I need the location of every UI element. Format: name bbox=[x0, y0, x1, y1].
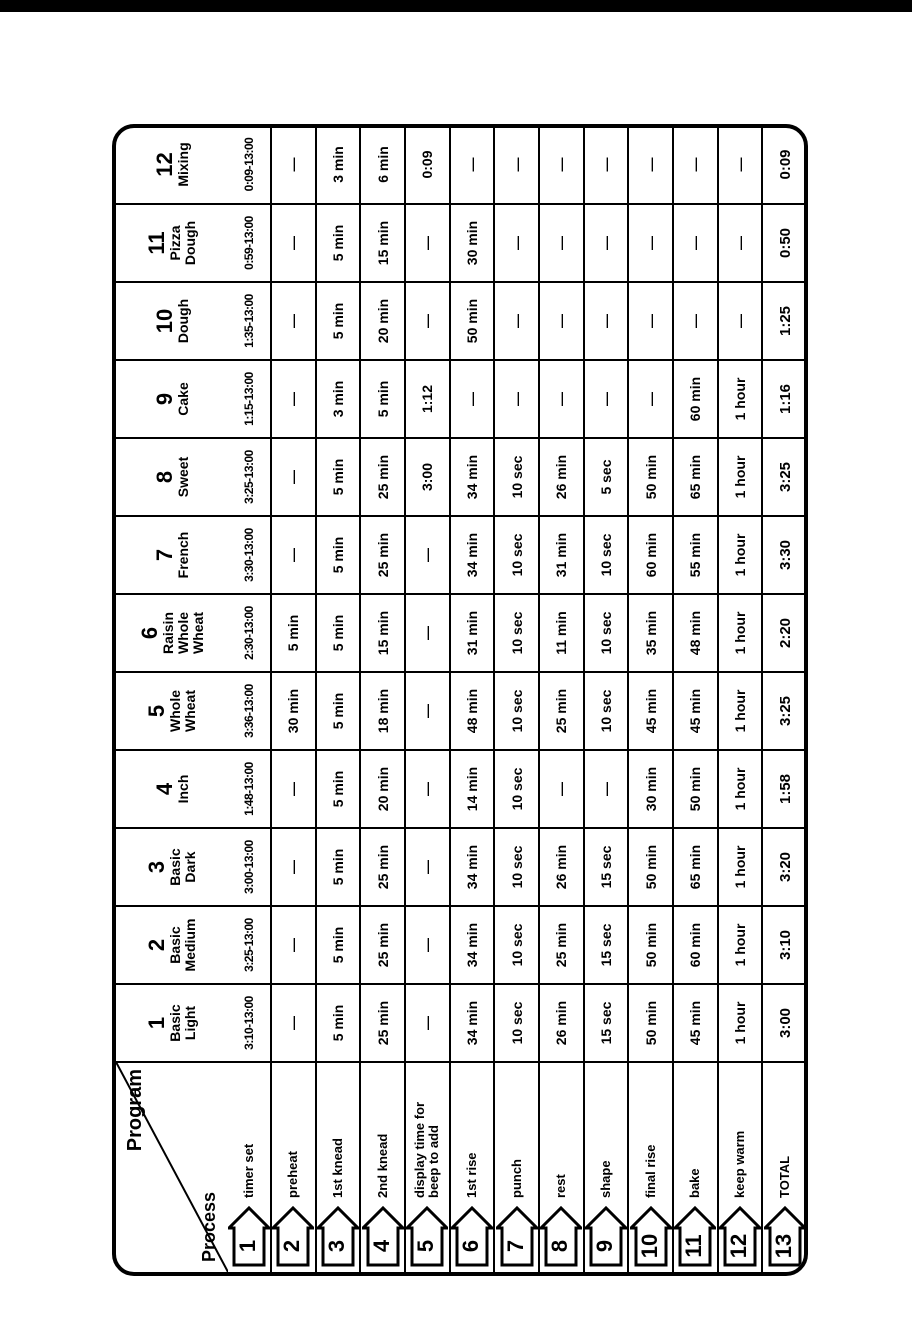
value-cell: 34 min bbox=[450, 906, 495, 984]
value-cell: 1:35-13:00 bbox=[228, 282, 271, 360]
step-arrow-icon bbox=[451, 1206, 493, 1268]
value-cell: 1 hour bbox=[718, 360, 763, 438]
value-cell: 1:16 bbox=[762, 360, 807, 438]
process-step-cell bbox=[360, 1062, 405, 1272]
value-cell: 15 sec bbox=[584, 906, 629, 984]
value-cell: — bbox=[271, 204, 316, 282]
value-cell: 34 min bbox=[450, 438, 495, 516]
value-cell: 34 min bbox=[450, 984, 495, 1062]
value-cell: 50 min bbox=[628, 828, 673, 906]
value-cell: 3 min bbox=[316, 126, 361, 204]
value-cell: 14 min bbox=[450, 750, 495, 828]
program-number: 7 bbox=[151, 548, 177, 562]
value-cell: 30 min bbox=[271, 672, 316, 750]
process-row bbox=[271, 126, 316, 1272]
step-number: 10 bbox=[636, 1233, 662, 1259]
value-cell: 5 min bbox=[316, 516, 361, 594]
program-name: Raisin Whole Wheat bbox=[159, 612, 206, 655]
value-cell: — bbox=[539, 360, 584, 438]
value-cell: — bbox=[450, 126, 495, 204]
value-cell: 3:36-13:00 bbox=[228, 672, 271, 750]
program-name: French bbox=[174, 531, 191, 579]
step-arrow-icon bbox=[674, 1206, 716, 1268]
value-cell: — bbox=[673, 126, 718, 204]
step-arrow-icon bbox=[317, 1206, 359, 1268]
value-cell: 1 hour bbox=[718, 594, 763, 672]
value-cell: 35 min bbox=[628, 594, 673, 672]
value-cell: 5 min bbox=[316, 204, 361, 282]
program-name: Whole Wheat bbox=[167, 690, 198, 732]
value-cell: 45 min bbox=[673, 672, 718, 750]
value-cell: 45 min bbox=[673, 984, 718, 1062]
value-cell: 3:10 bbox=[762, 906, 807, 984]
value-cell: 1 hour bbox=[718, 750, 763, 828]
value-cell: 1:48-13:00 bbox=[228, 750, 271, 828]
value-cell: 0:09 bbox=[762, 126, 807, 204]
value-cell: 3:25-13:00 bbox=[228, 438, 271, 516]
value-cell: — bbox=[718, 282, 763, 360]
value-cell: — bbox=[271, 282, 316, 360]
process-row bbox=[494, 126, 539, 1272]
value-cell: — bbox=[405, 672, 450, 750]
value-cell: 5 min bbox=[316, 750, 361, 828]
process-name: 2nd knead bbox=[374, 1133, 390, 1198]
value-cell: — bbox=[494, 282, 539, 360]
value-cell: 3:10-13:00 bbox=[228, 984, 271, 1062]
value-cell: 10 sec bbox=[494, 594, 539, 672]
value-cell: 3:00 bbox=[762, 984, 807, 1062]
value-cell: 25 min bbox=[360, 906, 405, 984]
value-cell: 3:25 bbox=[762, 672, 807, 750]
value-cell: — bbox=[405, 984, 450, 1062]
value-cell: — bbox=[450, 360, 495, 438]
value-cell: 25 min bbox=[539, 672, 584, 750]
process-row bbox=[316, 126, 361, 1272]
value-cell: — bbox=[584, 360, 629, 438]
value-cell: 15 sec bbox=[584, 828, 629, 906]
program-chart-table bbox=[116, 126, 807, 1272]
process-step-cell bbox=[762, 1062, 807, 1272]
value-cell: 5 min bbox=[271, 594, 316, 672]
process-step-cell bbox=[405, 1062, 450, 1272]
value-cell: 34 min bbox=[450, 516, 495, 594]
value-cell: 5 min bbox=[316, 828, 361, 906]
step-arrow-icon bbox=[272, 1206, 314, 1268]
process-name: display time for beep to add bbox=[412, 1101, 442, 1198]
value-cell: 26 min bbox=[539, 984, 584, 1062]
process-row bbox=[360, 126, 405, 1272]
step-number: 2 bbox=[279, 1239, 305, 1253]
value-cell: 10 sec bbox=[494, 984, 539, 1062]
value-cell: 2:20 bbox=[762, 594, 807, 672]
value-cell: 0:09 bbox=[405, 126, 450, 204]
value-cell: — bbox=[494, 360, 539, 438]
value-cell: 25 min bbox=[539, 906, 584, 984]
process-name: shape bbox=[597, 1160, 613, 1198]
value-cell: 1 hour bbox=[718, 438, 763, 516]
program-header-3 bbox=[116, 828, 228, 906]
value-cell: 15 sec bbox=[584, 984, 629, 1062]
value-cell: 31 min bbox=[450, 594, 495, 672]
program-header-7 bbox=[116, 516, 228, 594]
value-cell: 5 min bbox=[360, 360, 405, 438]
value-cell: 1 hour bbox=[718, 516, 763, 594]
program-name: Inch bbox=[174, 774, 191, 804]
value-cell: 3:30 bbox=[762, 516, 807, 594]
value-cell: — bbox=[718, 204, 763, 282]
value-cell: 1 hour bbox=[718, 672, 763, 750]
step-arrow-icon bbox=[228, 1206, 270, 1268]
step-arrow-icon bbox=[585, 1206, 627, 1268]
value-cell: 1 hour bbox=[718, 906, 763, 984]
program-number: 2 bbox=[144, 938, 169, 952]
value-cell: 10 sec bbox=[584, 672, 629, 750]
program-header-8 bbox=[116, 438, 228, 516]
value-cell: 26 min bbox=[539, 438, 584, 516]
process-step-cell bbox=[584, 1062, 629, 1272]
value-cell: — bbox=[271, 984, 316, 1062]
value-cell: 10 sec bbox=[494, 906, 539, 984]
value-cell: 3 min bbox=[316, 360, 361, 438]
program-number: 6 bbox=[136, 626, 162, 640]
value-cell: 25 min bbox=[360, 828, 405, 906]
value-cell: — bbox=[673, 204, 718, 282]
program-number: 3 bbox=[144, 860, 169, 874]
value-cell: — bbox=[271, 438, 316, 516]
step-number: 4 bbox=[368, 1239, 394, 1253]
step-number: 9 bbox=[591, 1239, 617, 1253]
value-cell: — bbox=[673, 282, 718, 360]
program-number: 12 bbox=[151, 152, 177, 177]
value-cell: 65 min bbox=[673, 828, 718, 906]
value-cell: — bbox=[628, 282, 673, 360]
step-arrow-icon bbox=[630, 1206, 672, 1268]
value-cell: 50 min bbox=[628, 906, 673, 984]
program-header-4 bbox=[116, 750, 228, 828]
process-row bbox=[762, 126, 807, 1272]
program-header-row bbox=[116, 126, 228, 1272]
value-cell: 1 hour bbox=[718, 984, 763, 1062]
value-cell: 50 min bbox=[450, 282, 495, 360]
value-cell: — bbox=[539, 750, 584, 828]
process-label: Process bbox=[199, 1191, 219, 1262]
value-cell: — bbox=[271, 828, 316, 906]
step-arrow-icon bbox=[540, 1206, 582, 1268]
value-cell: 25 min bbox=[360, 516, 405, 594]
program-name: Basic Light bbox=[167, 1004, 198, 1042]
value-cell: 10 sec bbox=[494, 438, 539, 516]
value-cell: — bbox=[494, 126, 539, 204]
value-cell: 31 min bbox=[539, 516, 584, 594]
value-cell: 0:50 bbox=[762, 204, 807, 282]
process-name: keep warm bbox=[731, 1130, 747, 1198]
program-number: 8 bbox=[151, 470, 177, 484]
program-header-11 bbox=[116, 204, 228, 282]
value-cell: 5 min bbox=[316, 984, 361, 1062]
process-row bbox=[228, 126, 271, 1272]
value-cell: 5 min bbox=[316, 672, 361, 750]
value-cell: 15 min bbox=[360, 204, 405, 282]
value-cell: — bbox=[539, 282, 584, 360]
program-header-5 bbox=[116, 672, 228, 750]
value-cell: — bbox=[271, 360, 316, 438]
process-name: preheat bbox=[285, 1151, 301, 1198]
value-cell: 5 min bbox=[316, 438, 361, 516]
value-cell: 50 min bbox=[628, 984, 673, 1062]
value-cell: 1:12 bbox=[405, 360, 450, 438]
value-cell: — bbox=[539, 126, 584, 204]
value-cell: — bbox=[405, 594, 450, 672]
value-cell: 50 min bbox=[673, 750, 718, 828]
process-row bbox=[584, 126, 629, 1272]
value-cell: 3:25 bbox=[762, 438, 807, 516]
process-name: TOTAL bbox=[777, 1155, 793, 1198]
process-row bbox=[405, 126, 450, 1272]
value-cell: 3:00 bbox=[405, 438, 450, 516]
value-cell: — bbox=[271, 906, 316, 984]
value-cell: 0:59-13:00 bbox=[228, 204, 271, 282]
step-number: 7 bbox=[502, 1239, 528, 1253]
value-cell: 26 min bbox=[539, 828, 584, 906]
value-cell: — bbox=[405, 906, 450, 984]
value-cell: 0:09-13:00 bbox=[228, 126, 271, 204]
step-number: 12 bbox=[725, 1233, 751, 1259]
process-name: final rise bbox=[642, 1144, 658, 1198]
value-cell: — bbox=[584, 282, 629, 360]
value-cell: 11 min bbox=[539, 594, 584, 672]
value-cell: 10 sec bbox=[584, 516, 629, 594]
value-cell: — bbox=[271, 126, 316, 204]
process-step-cell bbox=[316, 1062, 361, 1272]
value-cell: 2:30-13:00 bbox=[228, 594, 271, 672]
value-cell: — bbox=[584, 204, 629, 282]
program-name: Sweet bbox=[174, 456, 191, 498]
value-cell: 30 min bbox=[450, 204, 495, 282]
value-cell: — bbox=[718, 126, 763, 204]
step-number: 5 bbox=[413, 1239, 439, 1253]
value-cell: 6 min bbox=[360, 126, 405, 204]
value-cell: 5 min bbox=[316, 594, 361, 672]
value-cell: — bbox=[539, 204, 584, 282]
process-row bbox=[450, 126, 495, 1272]
value-cell: 1:25 bbox=[762, 282, 807, 360]
step-arrow-icon bbox=[719, 1206, 761, 1268]
program-chart-frame bbox=[112, 124, 808, 1276]
value-cell: 3:20 bbox=[762, 828, 807, 906]
program-number: 1 bbox=[144, 1016, 169, 1030]
step-number: 11 bbox=[681, 1234, 707, 1258]
value-cell: 10 sec bbox=[494, 516, 539, 594]
value-cell: — bbox=[584, 126, 629, 204]
program-name: Dough bbox=[174, 298, 191, 344]
value-cell: 5 min bbox=[316, 282, 361, 360]
process-step-cell bbox=[718, 1062, 763, 1272]
program-number: 11 bbox=[144, 231, 169, 255]
value-cell: 48 min bbox=[450, 672, 495, 750]
process-step-cell bbox=[539, 1062, 584, 1272]
process-step-cell bbox=[628, 1062, 673, 1272]
value-cell: — bbox=[405, 516, 450, 594]
value-cell: 10 sec bbox=[494, 828, 539, 906]
value-cell: 10 sec bbox=[494, 672, 539, 750]
program-header-1 bbox=[116, 984, 228, 1062]
process-row bbox=[718, 126, 763, 1272]
program-table-body bbox=[228, 126, 807, 1272]
value-cell: 25 min bbox=[360, 984, 405, 1062]
value-cell: 55 min bbox=[673, 516, 718, 594]
value-cell: 3:30-13:00 bbox=[228, 516, 271, 594]
value-cell: 18 min bbox=[360, 672, 405, 750]
program-name: Cake bbox=[174, 382, 191, 416]
value-cell: — bbox=[628, 126, 673, 204]
step-number: 6 bbox=[457, 1239, 483, 1253]
value-cell: — bbox=[628, 204, 673, 282]
process-name: 1st knead bbox=[329, 1138, 345, 1198]
value-cell: 3:00-13:00 bbox=[228, 828, 271, 906]
process-step-cell bbox=[271, 1062, 316, 1272]
process-step-cell bbox=[494, 1062, 539, 1272]
value-cell: 60 min bbox=[673, 906, 718, 984]
program-label: Program bbox=[124, 1069, 146, 1152]
value-cell: 45 min bbox=[628, 672, 673, 750]
program-header-12 bbox=[116, 126, 228, 204]
value-cell: — bbox=[584, 750, 629, 828]
value-cell: 30 min bbox=[628, 750, 673, 828]
program-name: Mixing bbox=[174, 142, 191, 187]
program-header-2 bbox=[116, 906, 228, 984]
process-name: bake bbox=[687, 1168, 703, 1198]
program-name: Basic Dark bbox=[167, 848, 198, 886]
program-number: 4 bbox=[151, 782, 177, 796]
value-cell: 34 min bbox=[450, 828, 495, 906]
value-cell: — bbox=[494, 204, 539, 282]
program-number: 10 bbox=[151, 308, 177, 334]
step-number: 1 bbox=[235, 1239, 260, 1253]
process-row bbox=[539, 126, 584, 1272]
value-cell: — bbox=[271, 750, 316, 828]
value-cell: 48 min bbox=[673, 594, 718, 672]
value-cell: 20 min bbox=[360, 282, 405, 360]
process-name: rest bbox=[553, 1174, 569, 1198]
process-row bbox=[673, 126, 718, 1272]
process-name: 1st rise bbox=[463, 1152, 479, 1198]
value-cell: 10 sec bbox=[584, 594, 629, 672]
step-arrow-icon bbox=[764, 1206, 806, 1268]
process-step-cell bbox=[450, 1062, 495, 1272]
program-number: 5 bbox=[144, 704, 169, 718]
step-number: 8 bbox=[547, 1239, 573, 1253]
value-cell: 5 sec bbox=[584, 438, 629, 516]
program-header-6 bbox=[116, 594, 228, 672]
value-cell: 20 min bbox=[360, 750, 405, 828]
program-header-9 bbox=[116, 360, 228, 438]
step-arrow-icon bbox=[496, 1206, 538, 1268]
process-step-cell bbox=[673, 1062, 718, 1272]
value-cell: — bbox=[405, 282, 450, 360]
value-cell: 65 min bbox=[673, 438, 718, 516]
value-cell: 60 min bbox=[673, 360, 718, 438]
program-header-10 bbox=[116, 282, 228, 360]
value-cell: — bbox=[628, 360, 673, 438]
value-cell: — bbox=[271, 516, 316, 594]
step-number: 3 bbox=[323, 1239, 349, 1253]
value-cell: — bbox=[405, 204, 450, 282]
program-name: Pizza Dough bbox=[167, 220, 198, 266]
program-name: Basic Medium bbox=[167, 918, 198, 972]
value-cell: 1 hour bbox=[718, 828, 763, 906]
value-cell: 5 min bbox=[316, 906, 361, 984]
value-cell: — bbox=[405, 828, 450, 906]
value-cell: 3:25-13:00 bbox=[228, 906, 271, 984]
program-number: 9 bbox=[151, 392, 177, 406]
process-name: timer set bbox=[241, 1143, 256, 1198]
value-cell: 15 min bbox=[360, 594, 405, 672]
value-cell: 10 sec bbox=[494, 750, 539, 828]
step-arrow-icon bbox=[362, 1206, 404, 1268]
value-cell: 25 min bbox=[360, 438, 405, 516]
step-arrow-icon bbox=[406, 1206, 448, 1268]
step-number: 13 bbox=[771, 1233, 797, 1259]
value-cell: 1:15-13:00 bbox=[228, 360, 271, 438]
value-cell: — bbox=[405, 750, 450, 828]
value-cell: 60 min bbox=[628, 516, 673, 594]
value-cell: 50 min bbox=[628, 438, 673, 516]
process-row bbox=[628, 126, 673, 1272]
corner-header-cell bbox=[116, 1062, 228, 1272]
process-step-cell bbox=[228, 1062, 271, 1272]
value-cell: 1:58 bbox=[762, 750, 807, 828]
process-name: punch bbox=[508, 1159, 524, 1198]
